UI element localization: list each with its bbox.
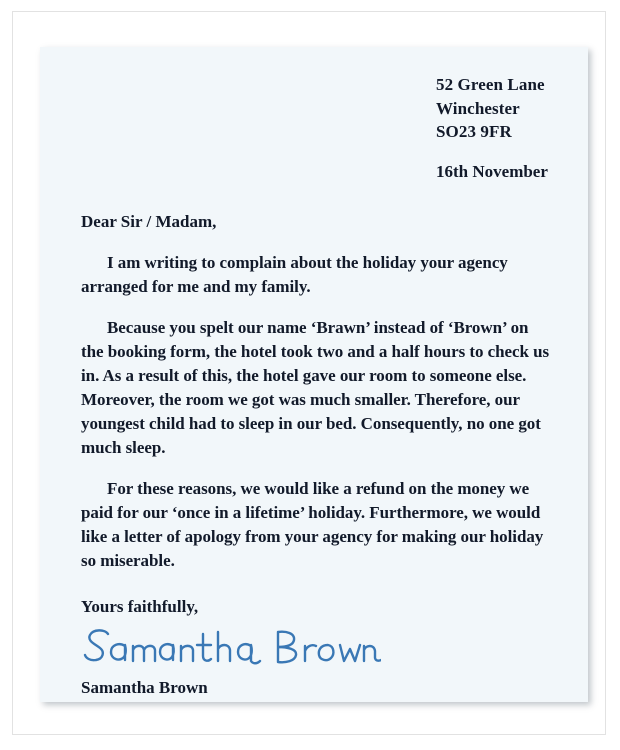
body-paragraph-3: For these reasons, we would like a refund on the money we paid for our ‘once in a lifetime’ holiday. Furthermore, we would like a letter of apology from your agency for making our holiday so miserable. xyxy=(81,478,544,570)
salutation: Dear Sir / Madam, xyxy=(81,212,217,231)
body-paragraph-2: Because you spelt our name ‘Brawn’ instead of ‘Brown’ on the booking form, the hotel took two and a half hours to check us in. As a result of this, the hotel gave our room to someone else. Moreover, the room we got was much smaller. Therefore, our youngest child had to sleep in our bed. Consequently, no one got much sleep. xyxy=(81,317,550,457)
signoff: Yours faithfully, xyxy=(81,596,199,616)
sender-address xyxy=(436,73,554,144)
printed-name: Samantha Brown xyxy=(81,678,208,697)
handwritten-signature xyxy=(81,624,554,676)
letter-date: 16th November xyxy=(436,161,548,181)
letter-page xyxy=(40,47,588,702)
letter-content xyxy=(40,47,588,702)
body-paragraph-1: I am writing to complain about the holiday your agency arranged for me and my family. xyxy=(81,252,508,296)
address-line-2: Winchester xyxy=(436,98,520,118)
address-line-1: 52 Green Lane xyxy=(436,75,545,94)
address-line-3: SO23 9FR xyxy=(436,122,512,141)
letter-card xyxy=(12,11,606,735)
signature-icon xyxy=(81,624,381,676)
